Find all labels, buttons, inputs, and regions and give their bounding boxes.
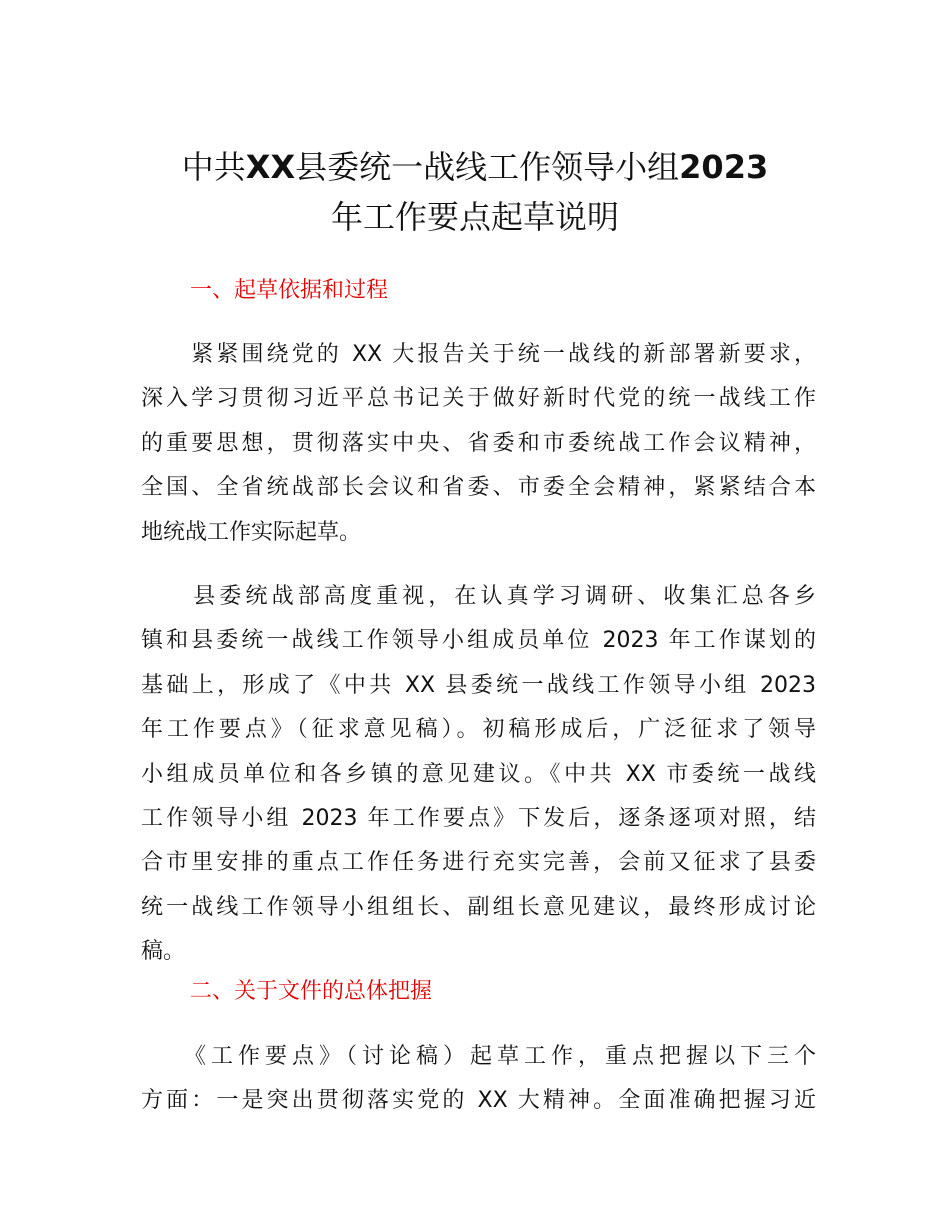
text-line: 深入学习贯彻习近平总书记关于做好新时代党的统一战线工作 [141,386,816,412]
body-paragraph [141,333,816,555]
text-line: 基础上，形成了《中共 XX 县委统一战线工作领导小组 2023 [141,672,816,698]
section-heading-1: 一、起草依据和过程 [190,278,389,303]
text-line: 县委统战部高度重视，在认真学习调研、收集汇总各乡 [141,584,816,609]
text-line: 小组成员单位和各乡镇的意见建议。《中共 XX 市委统一战线 [141,761,816,787]
text-line: 年工作要点》（征求意见稿）。初稿形成后，广泛征求了领导 [141,717,816,743]
text-line: 稿。 [141,939,186,965]
body-paragraph [141,575,816,975]
title-segment-bold: XX [245,148,296,186]
section-heading-2: 二、关于文件的总体把握 [190,979,433,1004]
text-line: 方面：一是突出贯彻落实党的 XX 大精神。全面准确把握习近 [141,1088,816,1114]
document-title-line-1 [120,143,830,191]
text-line: 工作领导小组 2023 年工作要点》下发后，逐条逐项对照，结 [141,806,816,832]
text-line: 《工作要点》（讨论稿）起草工作，重点把握以下三个 [141,1044,816,1069]
text-line: 的重要思想，贯彻落实中央、省委和市委统战工作会议精神， [141,430,816,456]
document-title-line-2: 年工作要点起草说明 [330,198,619,236]
title-segment: 中共 [181,148,246,186]
text-line: 统一战线工作领导小组组长、副组长意见建议，最终形成讨论 [141,894,816,920]
title-segment-bold: 2023 [679,148,769,186]
text-line: 紧紧围绕党的 XX 大报告关于统一战线的新部署新要求， [141,342,816,367]
title-segment: 县委统一战线工作领导小组 [295,148,680,186]
text-line: 合市里安排的重点工作任务进行充实完善，会前又征求了县委 [141,850,816,876]
text-line: 镇和县委统一战线工作领导小组成员单位 2023 年工作谋划的 [141,628,816,654]
text-line: 全国、全省统战部长会议和省委、市委全会精神，紧紧结合本 [141,475,816,501]
text-line: 地统战工作实际起草。 [141,519,362,545]
body-paragraph [141,1035,816,1124]
